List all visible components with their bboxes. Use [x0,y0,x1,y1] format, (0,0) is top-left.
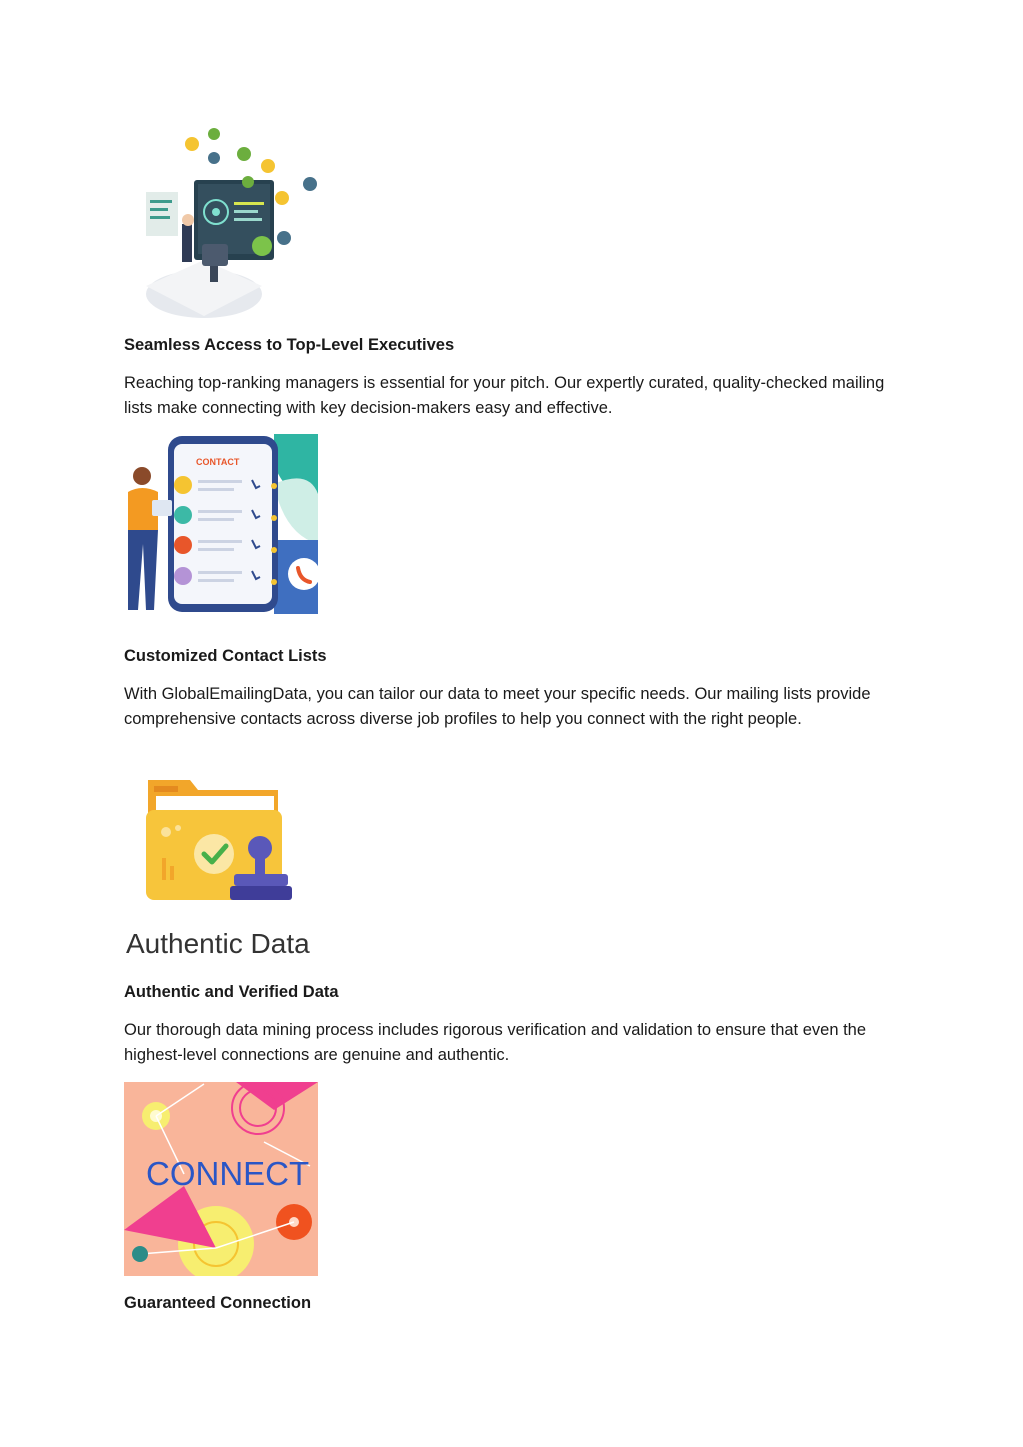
section-body: Our thorough data mining process includes rigorous verification and validation to ensure that even the highest-level connections are genuine and authentic. [124,1021,867,1064]
contact-label: CONTACT [196,457,240,467]
section-heading: Seamless Access to Top-Level Executives [124,336,455,354]
section-heading: Authentic and Verified Data [124,983,339,1001]
authentic-data-illustration [124,776,318,966]
contact-list-illustration [124,434,318,614]
executives-dashboard-illustration [124,126,318,322]
section-heading: Guaranteed Connection [124,1294,312,1312]
connect-illustration [124,1082,318,1276]
connect-word: CONNECT [146,1155,310,1192]
authentic-data-caption: Authentic Data [126,928,310,959]
section-body: Reaching top-ranking managers is essential for your pitch. Our expertly curated, quality-checked mailing lists make connecting with key decision-makers easy and effective. [124,374,885,417]
section-heading: Customized Contact Lists [124,647,327,665]
section-body: With GlobalEmailingData, you can tailor our data to meet your specific needs. Our mailing lists provide comprehensive contacts across diverse job profiles to help you connect with the right people. [124,685,871,728]
